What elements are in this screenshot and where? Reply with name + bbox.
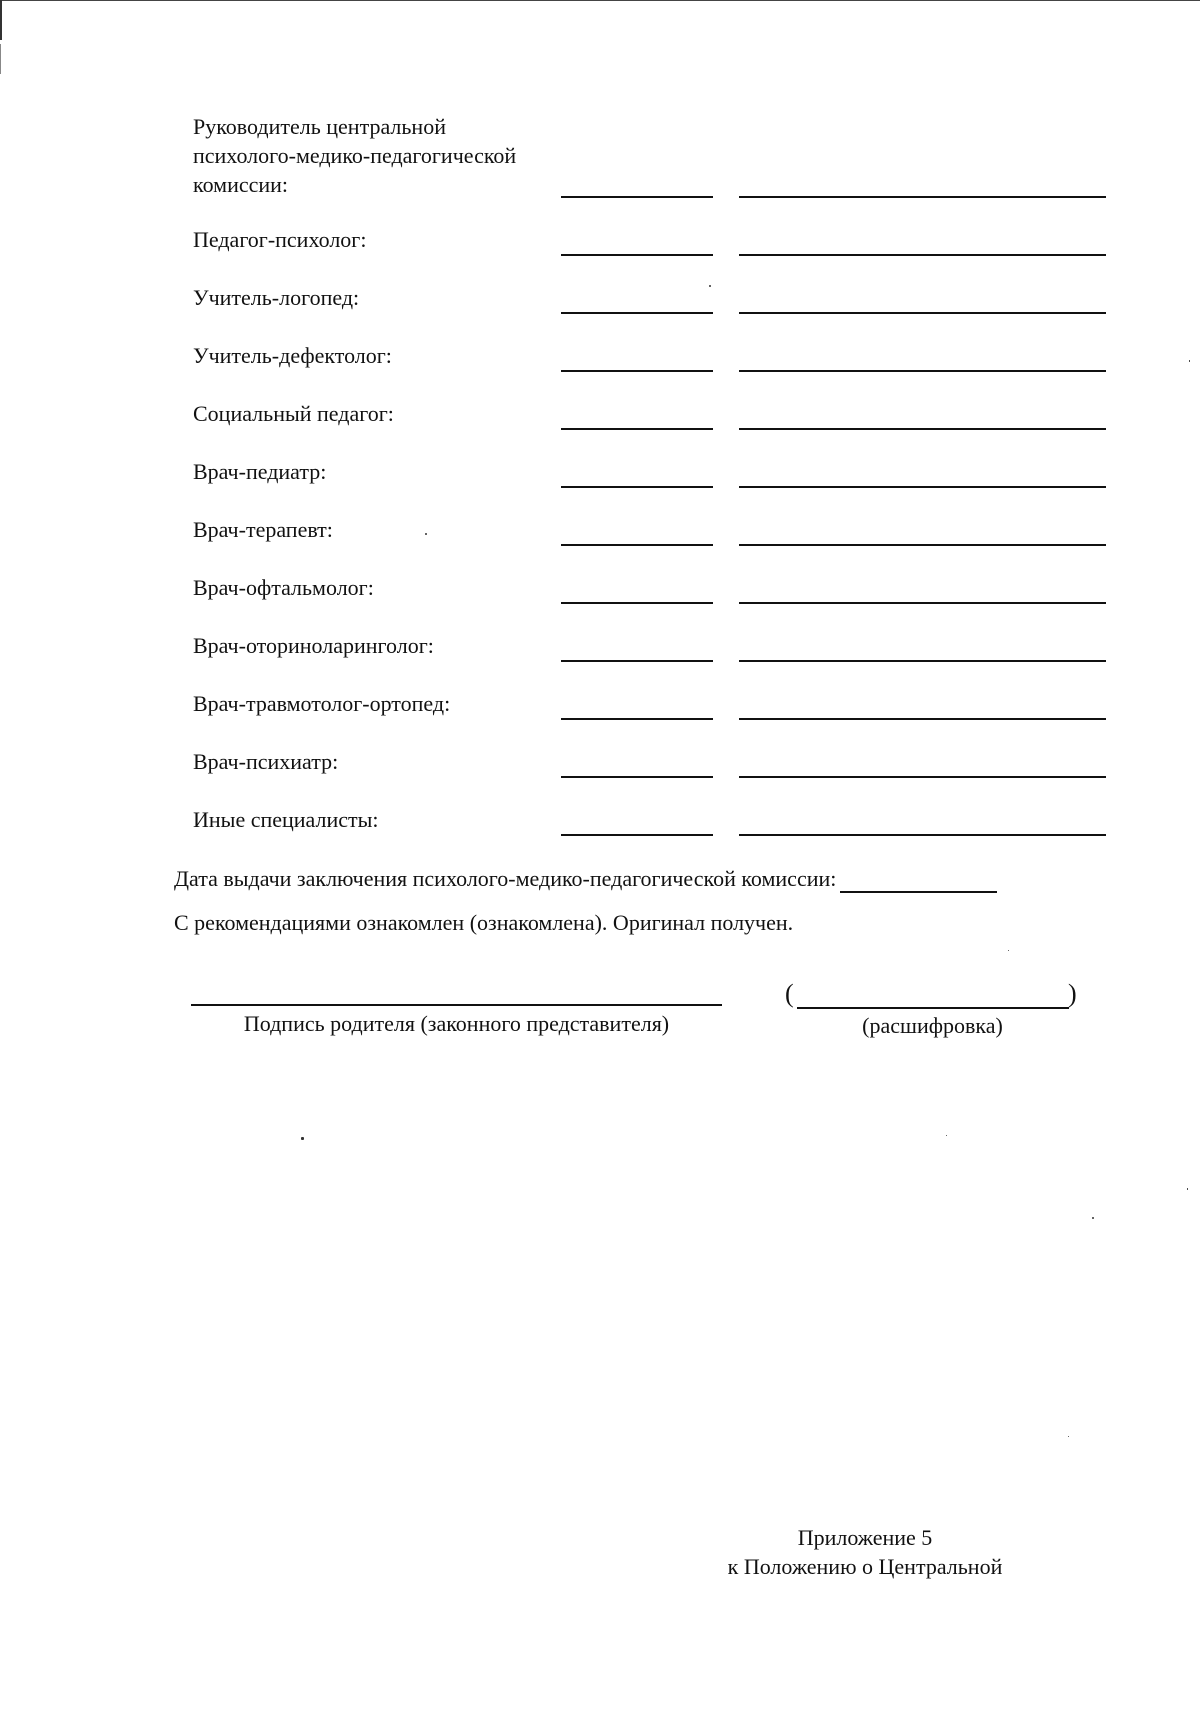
signatory-label: Учитель-логопед:: [193, 285, 360, 310]
name-line[interactable]: [739, 428, 1106, 430]
appendix-line-2: к Положению о Центральной: [727, 1554, 1003, 1579]
scan-speck: [1189, 360, 1190, 362]
signature-line[interactable]: [561, 196, 713, 198]
signatory-label: Социальный педагог:: [193, 401, 394, 426]
signatory-label: Иные специалисты:: [193, 807, 379, 832]
name-line[interactable]: [739, 544, 1106, 546]
signature-line[interactable]: [561, 660, 713, 662]
scan-edge-left: [0, 0, 2, 40]
issue-date-field[interactable]: [840, 869, 997, 893]
decoding-open-paren: (: [785, 979, 794, 1008]
signatory-label: Врач-педиатр:: [193, 459, 327, 484]
signatory-label: Врач-терапевт:: [193, 517, 333, 542]
scan-speck: [1068, 1436, 1069, 1437]
scan-speck: [946, 1135, 947, 1136]
signatory-label: Врач-оториноларинголог:: [193, 633, 434, 658]
signature-line[interactable]: [561, 776, 713, 778]
decoding-close-paren: ): [1068, 979, 1077, 1008]
signature-line[interactable]: [561, 718, 713, 720]
signature-line[interactable]: [561, 254, 713, 256]
signatory-label: Учитель-дефектолог:: [193, 343, 392, 368]
signature-line[interactable]: [561, 312, 713, 314]
parent-signature-caption: Подпись родителя (законного представителя): [243, 1011, 670, 1036]
name-line[interactable]: [739, 486, 1106, 488]
scan-speck: [301, 1137, 304, 1140]
signatory-label: Врач-психиатр:: [193, 749, 339, 774]
signature-line[interactable]: [561, 834, 713, 836]
signatory-label: Педагог-психолог:: [193, 227, 367, 252]
scan-edge-top: [0, 0, 1200, 1]
name-line[interactable]: [739, 312, 1106, 314]
decoding-line[interactable]: [797, 1007, 1069, 1009]
scan-speck: [1008, 950, 1009, 951]
signatory-label: Врач-травмотолог-ортопед:: [193, 691, 451, 716]
name-line[interactable]: [739, 834, 1106, 836]
signatory-label: Врач-офтальмолог:: [193, 575, 374, 600]
scan-speck: [709, 285, 711, 287]
signature-line[interactable]: [561, 370, 713, 372]
decoding-caption: (расшифровка): [862, 1013, 1003, 1038]
name-line[interactable]: [739, 602, 1106, 604]
acknowledgement-text: С рекомендациями ознакомлен (ознакомлена). Оригинал получен.: [174, 910, 794, 935]
signature-line[interactable]: [561, 544, 713, 546]
issue-date-row: [174, 865, 997, 893]
signature-line[interactable]: [561, 602, 713, 604]
appendix-note: [700, 1523, 1030, 1581]
name-line[interactable]: [739, 776, 1106, 778]
scan-edge-left-faint: [0, 44, 1, 74]
scan-speck: [425, 533, 427, 535]
signatory-label: Руководитель центральной психолого-медико-педагогической комиссии:: [193, 114, 517, 197]
scan-speck: [1092, 1217, 1094, 1219]
scan-speck: [1187, 1188, 1188, 1190]
signature-line[interactable]: [561, 486, 713, 488]
issue-date-label: Дата выдачи заключения психолого-медико-педагогической комиссии:: [174, 866, 837, 891]
appendix-line-1: Приложение 5: [797, 1525, 933, 1550]
name-line[interactable]: [739, 254, 1106, 256]
parent-signature-line[interactable]: [191, 1004, 722, 1006]
name-line[interactable]: [739, 370, 1106, 372]
name-line[interactable]: [739, 718, 1106, 720]
name-line[interactable]: [739, 196, 1106, 198]
name-line[interactable]: [739, 660, 1106, 662]
signature-line[interactable]: [561, 428, 713, 430]
